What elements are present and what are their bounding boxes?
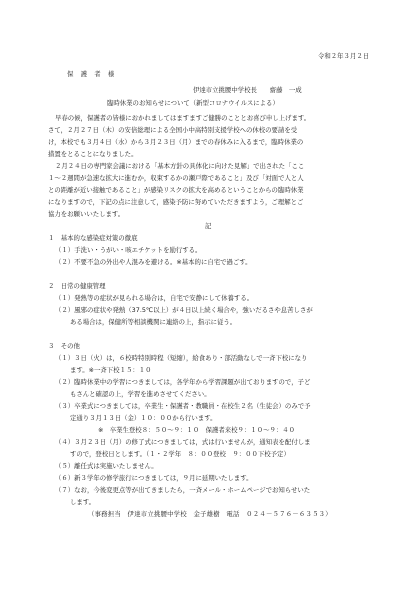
list-item: （４）３月２３日（月）の修了式につきましては，式は行いませんが，通知表を配付しま — [55, 438, 311, 446]
section-heading: ３ その他 — [48, 342, 80, 350]
intro-line: １～２週間が急速な拡大に進むか，収束するかの瀬戸際であること」及び「対面で人と人 — [48, 174, 304, 182]
intro-line: ２月２４日の専門家会議における「基本方針の具体化に向けた見解」で出された「ここ — [55, 162, 305, 170]
intro-line: 協力をお願いいたします。 — [48, 210, 125, 218]
recipient: 保 護 者 様 — [67, 70, 117, 78]
intro-line: 措置をとることになりました。 — [48, 150, 138, 158]
list-item: （１）発熱等の症状が見られる場合は，自宅で安静にして休養する。 — [55, 294, 254, 302]
contact-footer: （事務担当 伊達市立挑腰中学校 金子雄樹 電話 ０２４－５７６－６３５３） — [88, 510, 332, 518]
list-item: （３）卒業式につきましては，卒業生・保護者・教職員・在校生２名（生徒会）のみで予 — [55, 402, 311, 410]
intro-line: 早春の候，保護者の皆様におかれましてはますますご健勝のこととお喜び申し上げます。 — [55, 114, 311, 122]
list-item: （１）手洗い・うがい・咳エチケットを励行する。 — [55, 246, 202, 254]
list-item: もさんと確認の上，学習を進めさせてください。 — [70, 390, 211, 398]
list-item: （５）離任式は実施いたしません。 — [55, 462, 158, 470]
list-item: （１）３日（火）は，６校時特別時程（短縮），給食あり・部活動なしで一斉下校になり — [55, 354, 308, 362]
list-item: （７）なお，今後変更点等が出てきましたら，一斉メール・ホームページでお知らせいた — [55, 486, 311, 494]
document-title: 臨時休業のお知らせについて（新型コロナウイルスによる） — [107, 99, 279, 107]
list-item: すので，登校日とします。（１・２学年 ８：００登校 ９：００下校予定） — [70, 450, 290, 458]
list-item: （２）風邪の症状や発熱（37.5℃以上）が４日以上続く場合や，強いだるさや息苦しさが — [55, 306, 313, 314]
sender: 伊達市立挑腰中学校長 齋藤 一成 — [193, 86, 302, 94]
intro-line: さて，２月２７日（木）の安倍総理による全国小中高特別支援学校への休校の要請を受 — [48, 126, 298, 134]
ki-heading: 記 — [205, 222, 212, 230]
list-item: ます。※一斉下校１５：１０ — [70, 366, 152, 374]
intro-line: との距離が近い接触であること」が感染リスクの拡大を高めるということからの臨時休業 — [48, 186, 304, 194]
list-item: します。 — [70, 498, 96, 506]
list-note: ※ 卒業生登校８：５０～９：１０ 保護者来校９：１０～９：４０ — [98, 426, 296, 434]
list-item: （２）臨時休業中の学習につきましては，各学年から学習課題が出ておりますので，子ど — [55, 378, 311, 386]
section-heading: ２ 日常の健康管理 — [48, 282, 106, 290]
list-item: （６）新３学年の修学旅行につきましては，９月に延期いたします。 — [55, 474, 253, 482]
intro-line: になりますので，下記の点に注意して，感染予防に努めていただきますよう，ご理解とご — [48, 198, 304, 206]
issue-date: 令和２年３月２日 — [318, 52, 370, 60]
list-item: 定通り３月１３日（金）１０：００から行います。 — [70, 414, 217, 422]
list-item: ある場合は，保健所等相談機関に連絡の上，指示に従う。 — [70, 318, 237, 326]
intro-line: け，本校でも３月４日（水）から３月２３日（月）までの春休みに入るまで，臨時休業の — [48, 138, 304, 146]
section-heading: １ 基本的な感染症対策の徹底 — [48, 234, 138, 242]
list-item: （２）不要不急の外出や人混みを避ける。※基本的に自宅で過ごす。 — [55, 258, 252, 266]
